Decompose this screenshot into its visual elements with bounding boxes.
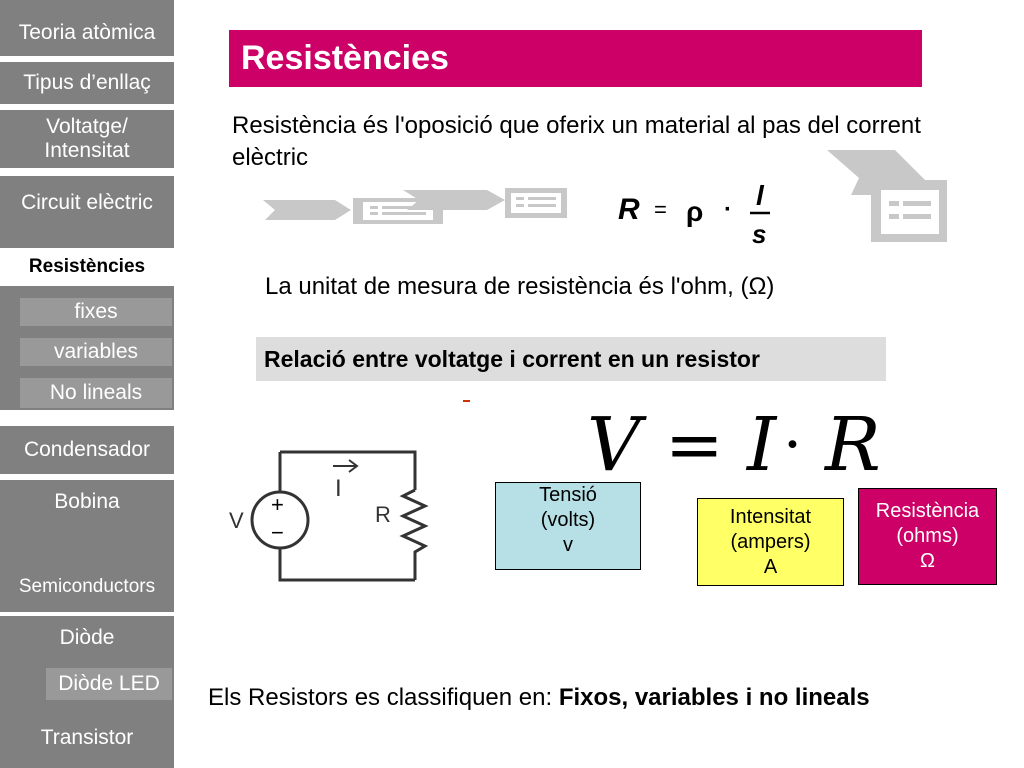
decorative-dash: [463, 400, 470, 402]
sidebar-item-resistencies[interactable]: Resistències: [2, 250, 172, 284]
sidebar-subitem-diode-led[interactable]: Diòde LED: [46, 668, 172, 700]
unit-text: La unitat de mesura de resistència és l'ohm, (Ω): [265, 273, 775, 300]
classification-text: [208, 684, 870, 712]
voltage-label: V: [229, 508, 244, 533]
sidebar-subitem-no-lineals[interactable]: No lineals: [20, 378, 172, 408]
classification-prefix: Els Resistors es classifiquen en:: [208, 684, 559, 711]
tension-unit: (volts): [540, 509, 596, 531]
resistance-box: [858, 488, 997, 585]
current-label: I: [335, 475, 342, 502]
resistance-symbol: Ω: [920, 550, 935, 572]
resistance-label: Resistència: [875, 500, 980, 522]
formula-numerator: l: [756, 180, 764, 211]
sidebar-item-diode[interactable]: Diòde: [0, 616, 174, 660]
intensity-unit: (ampers): [730, 530, 811, 553]
sidebar-item-tipus-enllac[interactable]: Tipus d’enllaç: [0, 62, 174, 104]
sidebar-nav: [0, 0, 174, 768]
plus-sign: +: [271, 492, 284, 517]
ohms-law-formula: [585, 405, 905, 480]
ohm-i: I: [747, 405, 777, 480]
minus-sign: −: [271, 520, 284, 545]
sidebar-item-teoria-atomica[interactable]: Teoria atòmica: [0, 10, 174, 56]
resistance-unit: (ohms): [896, 525, 959, 547]
intensity-box: [697, 498, 844, 586]
ohm-equals: =: [665, 405, 724, 480]
sidebar-item-condensador[interactable]: Condensador: [0, 426, 174, 474]
sidebar-spacer: [0, 0, 174, 10]
tension-label: Tensió: [539, 484, 597, 506]
arrow-list-large-icon: [825, 150, 950, 245]
relation-heading: Relació entre voltatge i corrent en un resistor: [256, 337, 886, 381]
page-title: Resistències: [229, 30, 922, 87]
formula-rho: ρ: [686, 196, 704, 227]
sidebar-item-semiconductors[interactable]: Semiconductors: [0, 562, 174, 612]
sidebar-spacer: [0, 524, 174, 562]
arrow-list-icon-group: [255, 180, 575, 240]
sidebar-subitem-variables[interactable]: variables: [20, 338, 172, 366]
sidebar-item-voltatge-intensitat[interactable]: Voltatge/ Intensitat: [0, 110, 174, 168]
resistor-symbol: [403, 490, 425, 580]
formula-dot: ·: [724, 196, 732, 223]
sidebar-item-circuit-electric[interactable]: Circuit elèctric: [0, 176, 174, 230]
classification-types: Fixos, variables i no lineals: [558, 684, 870, 711]
tension-symbol: v: [563, 534, 573, 556]
circuit-diagram: [225, 440, 435, 590]
resistivity-formula: [610, 175, 780, 250]
sidebar-item-transistor[interactable]: Transistor: [0, 708, 174, 768]
formula-equals: =: [654, 197, 667, 222]
ohm-dot: ·: [783, 410, 803, 480]
sidebar-item-bobina[interactable]: Bobina: [0, 480, 174, 524]
sidebar-spacer: [0, 230, 174, 248]
sidebar-subitem-fixes[interactable]: fixes: [20, 298, 172, 326]
formula-r: R: [618, 193, 640, 226]
ohm-v: V: [587, 405, 641, 480]
intensity-label: Intensitat: [729, 505, 812, 528]
tension-box: [495, 482, 641, 570]
resistor-label: R: [375, 502, 391, 527]
arrow-list-icon: [263, 198, 443, 224]
formula-denominator: s: [752, 219, 767, 249]
ohm-r: R: [825, 405, 881, 480]
definition-text: Resistència és l'oposició que oferix un material al pas del corrent elèctric: [232, 112, 921, 172]
intensity-symbol: A: [763, 555, 778, 578]
